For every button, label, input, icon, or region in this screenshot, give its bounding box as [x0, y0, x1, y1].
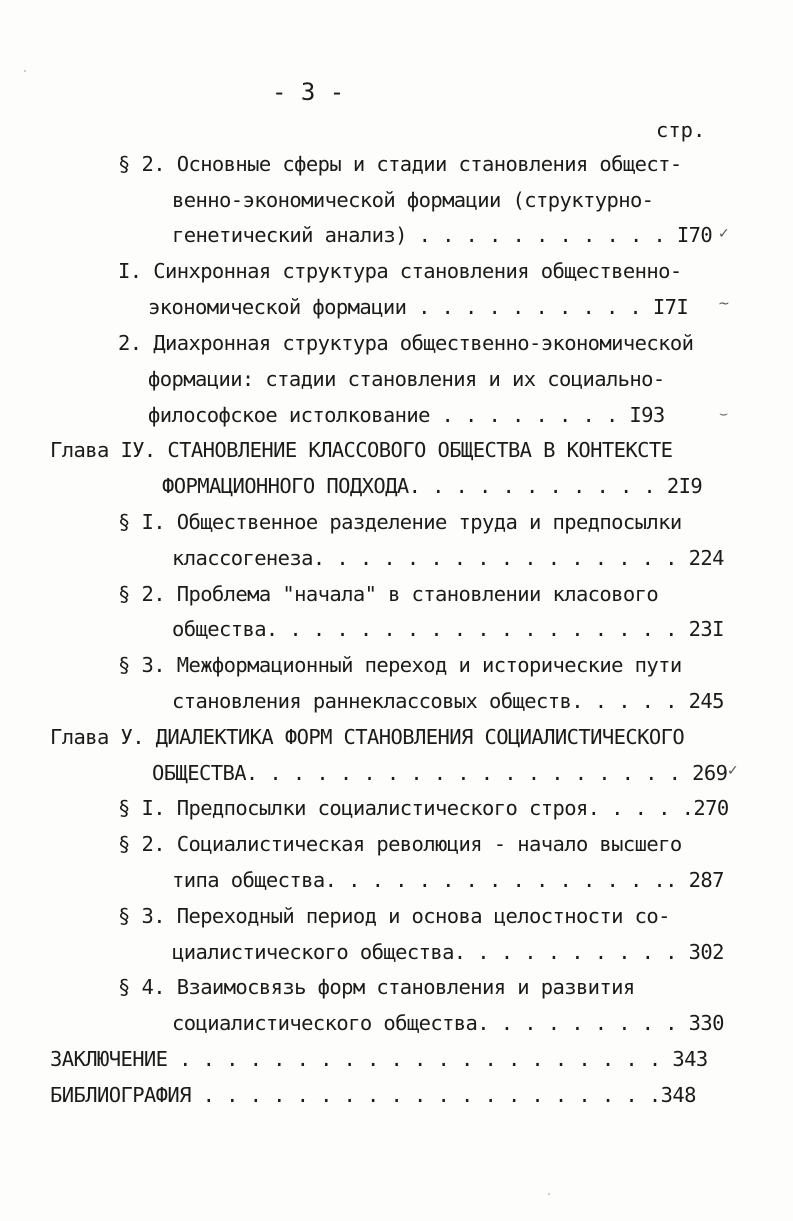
- toc-entry-line: ЗАКЛЮЧЕНИЕ . . . . . . . . . . . . . . . . . . . . . 343: [50, 1047, 708, 1071]
- toc-entry-line: генетический анализ) . . . . . . . . . . . I70: [172, 223, 713, 247]
- scan-speck: [548, 1193, 550, 1195]
- toc-entry-line: § 2. Основные сферы и стадии становления общест-: [118, 152, 682, 176]
- toc-entry-line: классогенеза. . . . . . . . . . . . . . . . 224: [172, 546, 724, 570]
- toc-entry-line: циалистического общества. . . . . . . . . . 302: [172, 940, 724, 964]
- toc-entry-line: венно-экономической формации (структурно-: [172, 188, 654, 212]
- toc-entry-line: становления раннеклассовых обществ. . . . . 245: [172, 689, 724, 713]
- page-number: - 3 -: [272, 78, 345, 106]
- toc-entry-line: философское истолкование . . . . . . . . I93: [148, 403, 665, 427]
- toc-entry-line: 2. Диахронная структура общественно-экономической: [118, 331, 694, 355]
- check-mark-icon: ✓: [727, 763, 739, 779]
- toc-entry-line: § 2. Социалистическая революция - начало высшего: [118, 832, 682, 856]
- toc-entry-line: I. Синхронная структура становления общественно-: [118, 259, 682, 283]
- tilde-mark-icon: ~: [718, 296, 730, 312]
- toc-entry-line: § 3. Переходный период и основа целостности со-: [118, 904, 670, 928]
- toc-entry-line: общества. . . . . . . . . . . . . . . . . . 23I: [172, 617, 724, 641]
- toc-entry-line: § I. Предпосылки социалистического строя. . . . .270: [118, 796, 729, 820]
- toc-entry-line: типа общества. . . . . . . . . . . . . . .. 287: [172, 868, 724, 892]
- toc-entry-line: § 2. Проблема "начала" в становлении класового: [118, 582, 659, 606]
- toc-entry-line: социалистического общества. . . . . . . . . 330: [172, 1011, 724, 1035]
- toc-entry-line: экономической формации . . . . . . . . . . I7I: [148, 295, 689, 319]
- toc-entry-line: § 4. Взаимосвязь форм становления и развития: [118, 975, 635, 999]
- smile-mark-icon: ⌣: [719, 406, 729, 422]
- scan-speck: [24, 70, 26, 72]
- toc-entry-line: формации: стадии становления и их социально-: [148, 367, 665, 391]
- page-column-label: стр.: [656, 118, 706, 142]
- toc-entry-line: § 3. Межформационный переход и исторические пути: [118, 653, 682, 677]
- toc-entry-line: ОБЩЕСТВА. . . . . . . . . . . . . . . . . . . 269: [152, 761, 728, 785]
- toc-entry-line: БИБЛИОГРАФИЯ . . . . . . . . . . . . . . . . . . . .348: [50, 1083, 696, 1107]
- toc-entry-line: Глава У. ДИАЛЕКТИКА ФОРМ СТАНОВЛЕНИЯ СОЦИАЛИСТИЧЕСКОГО: [50, 725, 685, 749]
- toc-entry-line: ФОРМАЦИОННОГО ПОДХОДА. . . . . . . . . . . 2I9: [162, 474, 703, 498]
- toc-entry-line: Глава IУ. СТАНОВЛЕНИЕ КЛАССОВОГО ОБЩЕСТВА В КОНТЕКСТЕ: [50, 438, 673, 462]
- check-mark-icon: ✓: [718, 226, 730, 242]
- toc-entry-line: § I. Общественное разделение труда и предпосылки: [118, 510, 682, 534]
